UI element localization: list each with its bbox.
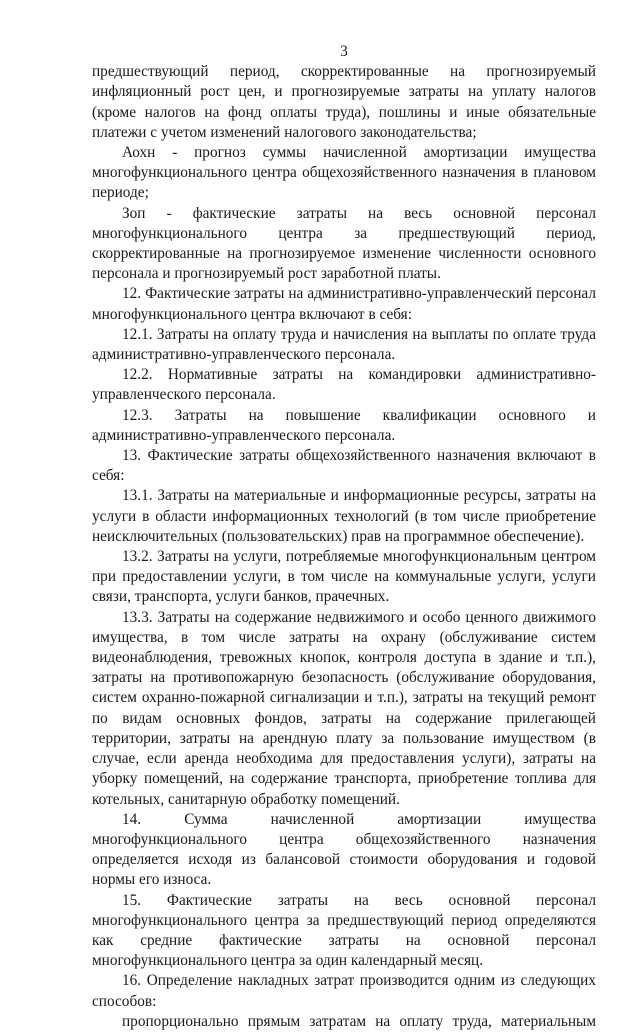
paragraph-14: 14. Сумма начисленной амортизации имущества многофункционального центра общехозяйственного назначения определяется исходя из балансовой стоимости оборудования и годовой нормы его износа. xyxy=(92,810,596,889)
paragraph-12-1: 12.1. Затраты на оплату труда и начисления на выплаты по оплате труда административно-управленческого персонала. xyxy=(92,325,596,364)
paragraph-continuation: предшествующий период, скорректированные на прогнозируемый инфляционный рост цен, и прогнозируемые затраты на уплату налогов (кроме налогов на фонд оплаты труда), пошлины и иные обязательные платежи с учетом изменений налогового законодательства; xyxy=(92,63,596,141)
page-number: 3 xyxy=(340,43,348,60)
paragraph-12-2: 12.2. Нормативные затраты на командировки административно-управленческого персонала. xyxy=(92,366,596,404)
paragraph-12-3: 12.3. Затраты на повышение квалификации основного и административно-управленческого персонала. xyxy=(92,406,596,444)
paragraph-zop-definition: Зоп - фактические затраты на весь основной персонал многофункционального центра за предшествующий период, скорректированные на прогнозируемое изменение численности основного персонала и прогнозируемый рост заработной платы. xyxy=(92,204,596,283)
document-page xyxy=(92,42,596,1032)
paragraph-16-option-1: пропорционально прямым затратам на оплату труда, материальным xyxy=(122,1012,596,1030)
paragraph-13-2: 13.2. Затраты на услуги, потребляемые многофункциональным центром при предоставлении услуги, в том числе на коммунальные услуги, услуги связи, транспорта, услуги банков, прачечных. xyxy=(92,548,596,606)
paragraph-13-1: 13.1. Затраты на материальные и информационные ресурсы, затраты на услуги в области информационных технологий (в том числе приобретение неисключительных (пользовательских) прав на программное обеспечение). xyxy=(92,487,596,545)
paragraph-13-3: 13.3. Затраты на содержание недвижимого и особо ценного движимого имущества, в том числе затраты на охрану (обслуживание систем видеонаблюдения, тревожных кнопок, контроля доступа в здание и т.п.), затраты на противопожарную безопасность (обслуживание оборудования, систем охранно-пожарной сигнализации и т.п.), затраты на текущий ремонт по видам основных фондов, затраты на содержание прилегающей территории, затраты на арендную плату за пользование имуществом (в случае, если аренда необходима для предоставления услуги), затраты на уборку помещений, на содержание транспорта, приобретение топлива для котельных, санитарную обработку помещений. xyxy=(92,608,596,808)
paragraph-13: 13. Фактические затраты общехозяйственного назначения включают в себя: xyxy=(92,447,596,485)
paragraph-16: 16. Определение накладных затрат производится одним из следующих способов: xyxy=(92,972,596,1010)
paragraph-aohn-definition: Аохн - прогноз суммы начисленной амортизации имущества многофункционального центра общехозяйственного назначения в плановом периоде; xyxy=(92,144,596,202)
paragraph-12: 12. Фактические затраты на административно-управленческий персонал многофункционального центра включают в себя: xyxy=(92,285,596,323)
paragraph-15: 15. Фактические затраты на весь основной персонал многофункционального центра за предшествующий период определяются как средние фактические затраты на основной персонал многофункционального центра за один календарный месяц. xyxy=(92,891,596,970)
